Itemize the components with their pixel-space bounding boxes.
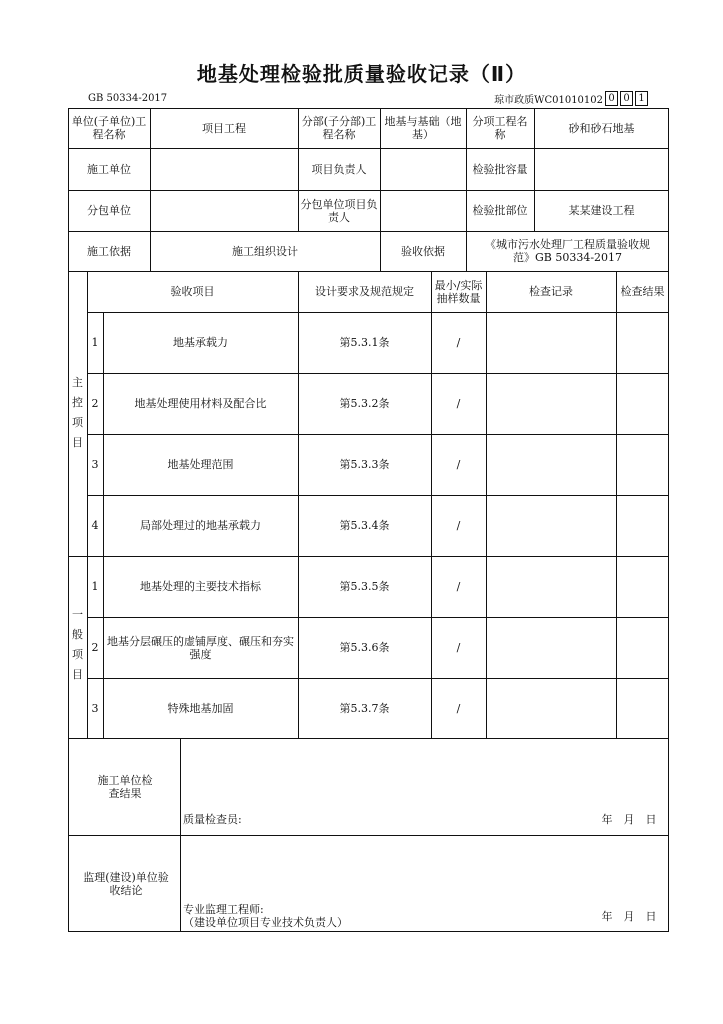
pm-label: 项目负责人 xyxy=(311,162,367,176)
col-result-header: 检查结果 xyxy=(620,285,665,298)
contractor-result-label: 施工单位检查结果 xyxy=(97,774,153,800)
contractor-value[interactable] xyxy=(150,148,298,190)
main-item-no: 3 xyxy=(91,458,99,471)
form-code-box-1[interactable]: 0 xyxy=(605,91,618,106)
general-item-req: 第5.3.7条 xyxy=(339,701,390,715)
main-item-no: 2 xyxy=(91,397,99,410)
accept-basis-value[interactable]: 《城市污水处理厂工程质量验收规范》GB 50334-2017 xyxy=(485,238,650,264)
general-item-no: 1 xyxy=(91,580,99,593)
page-title: 地基处理检验批质量验收记录（Ⅱ） xyxy=(196,62,527,86)
item-label: 分项工程名称 xyxy=(472,115,528,141)
unit-label: 单位(子单位)工程名称 xyxy=(71,115,147,141)
general-item-sample[interactable]: / xyxy=(456,641,461,654)
accept-basis-label: 验收依据 xyxy=(401,244,445,258)
main-item-no: 1 xyxy=(91,336,99,349)
main-item-req: 第5.3.1条 xyxy=(339,336,390,349)
main-item-name: 地基承载力 xyxy=(173,336,228,349)
unit-value[interactable]: 项目工程 xyxy=(202,121,246,135)
col-sample-header: 最小/实际抽样数量 xyxy=(434,278,483,305)
inspector-date: 年 月 日 xyxy=(601,812,657,826)
general-item-req: 第5.3.6条 xyxy=(339,641,390,654)
general-item-sample[interactable]: / xyxy=(456,701,461,715)
main-item-req: 第5.3.3条 xyxy=(339,458,390,471)
col-divider xyxy=(486,271,487,738)
standard-code: GB 50334-2017 xyxy=(88,93,168,104)
main-item-sample[interactable]: / xyxy=(456,519,461,532)
general-item-req: 第5.3.5条 xyxy=(339,580,390,593)
main-item-name: 地基处理范围 xyxy=(167,458,234,471)
form-code-box-2[interactable]: 0 xyxy=(620,91,633,106)
part-label: 检验批部位 xyxy=(472,204,528,217)
engineer-date: 年 月 日 xyxy=(601,909,657,923)
row-divider xyxy=(68,835,669,836)
basis-label: 施工依据 xyxy=(87,244,131,258)
form-code-prefix: 琼市政质WC01010102 xyxy=(494,95,603,106)
main-item-no: 4 xyxy=(91,519,99,532)
item-value[interactable]: 砂和砂石地基 xyxy=(568,121,635,135)
col-divider xyxy=(616,271,617,738)
pm-value[interactable] xyxy=(380,148,466,190)
capacity-value[interactable] xyxy=(534,148,669,190)
main-item-sample[interactable]: / xyxy=(456,336,461,349)
part-value[interactable]: 某某建设工程 xyxy=(568,204,635,217)
sub-pm-value[interactable] xyxy=(380,190,466,231)
capacity-label: 检验批容量 xyxy=(472,162,528,176)
supervisor-label: 监理(建设)单位验收结论 xyxy=(83,871,169,897)
main-item-sample[interactable]: / xyxy=(456,458,461,471)
col-req-header: 设计要求及规范规定 xyxy=(315,285,414,298)
division-label: 分部(子分部)工程名称 xyxy=(301,115,377,141)
general-item-name: 地基分层碾压的虚铺厚度、碾压和夯实强度 xyxy=(107,634,294,661)
general-item-name: 特殊地基加固 xyxy=(167,701,234,715)
engineer-note: （建设单位项目专业技术负责人） xyxy=(183,915,348,929)
main-item-req: 第5.3.4条 xyxy=(339,519,390,532)
contractor-label: 施工单位 xyxy=(87,162,131,176)
engineer-label: 专业监理工程师: xyxy=(183,902,264,916)
col-record-header: 检查记录 xyxy=(529,285,573,298)
sub-label: 分包单位 xyxy=(87,204,131,217)
general-item-name: 地基处理的主要技术指标 xyxy=(140,580,261,593)
basis-value[interactable]: 施工组织设计 xyxy=(232,244,298,258)
sub-pm-label: 分包单位项目负责人 xyxy=(300,197,378,224)
main-item-name: 地基处理使用材料及配合比 xyxy=(134,397,267,410)
form-code-box-3[interactable]: 1 xyxy=(635,91,648,106)
inspector-label: 质量检查员: xyxy=(183,812,242,826)
general-item-no: 2 xyxy=(91,641,99,654)
division-value[interactable]: 地基与基础（地基） xyxy=(384,115,462,141)
col-item-header: 验收项目 xyxy=(170,285,215,298)
main-group-label: 主 控 项 目 xyxy=(72,376,83,449)
main-item-sample[interactable]: / xyxy=(456,397,461,410)
main-item-req: 第5.3.2条 xyxy=(339,397,390,410)
general-group-label: 一 般 项 目 xyxy=(72,608,83,681)
main-item-name: 局部处理过的地基承载力 xyxy=(140,519,261,532)
form-code xyxy=(494,91,648,106)
general-item-no: 3 xyxy=(91,701,99,715)
row-divider xyxy=(68,738,669,739)
general-item-sample[interactable]: / xyxy=(456,580,461,593)
sub-value[interactable] xyxy=(150,190,298,231)
